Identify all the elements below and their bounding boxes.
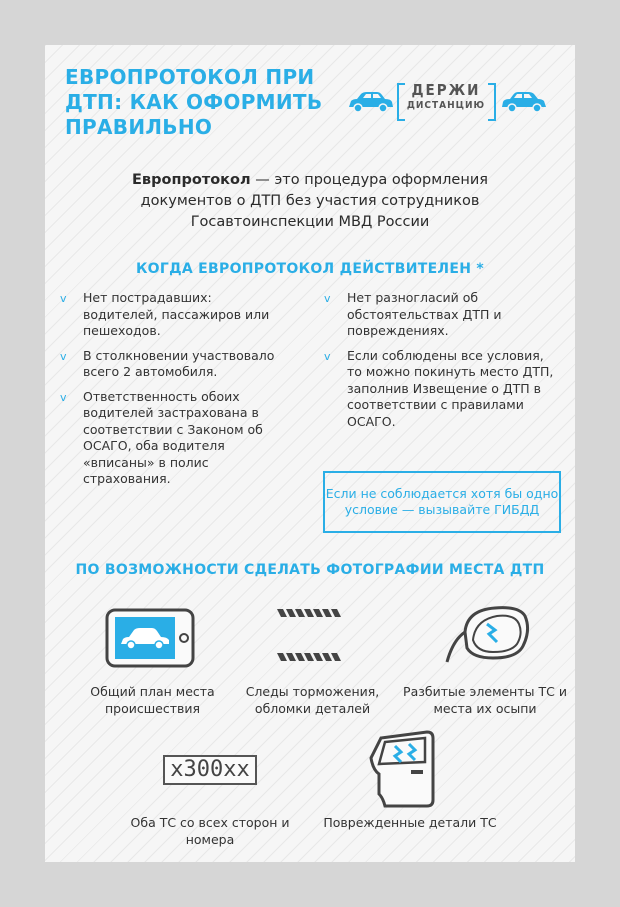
page-title [65,65,323,140]
title-line-1: ЕВРОПРОТОКОЛ ПРИ [65,65,315,89]
logo-bracket-right [488,83,496,121]
infographic-card [45,45,575,862]
callout-text: Если не соблюдается хотя бы одно условие — вызывайте ГИБДД [325,485,559,517]
photo-caption-skid-marks: Следы торможения, обломки деталей [245,684,380,716]
check-icon: v [324,292,331,305]
condition-text: Нет разногласий об обстоятельствах ДТП и повреждениях. [347,290,502,338]
photo-section-heading: ПО ВОЗМОЖНОСТИ СДЕЛАТЬ ФОТОГРАФИИ МЕСТА ДТП [75,562,545,578]
photo-caption-both-vehicles: Оба ТС со всех сторон и номера [130,815,290,847]
condition-text: Ответственность обоих водителей застрахована в соответствии с Законом об ОСАГО, оба водителя «вписаны» в полис страхования. [83,388,263,486]
license-plate-icon [163,755,257,785]
list-item [57,290,287,340]
car-left-icon [345,91,395,115]
conditions-right-column [321,290,561,438]
check-icon: v [60,349,67,363]
list-item [321,290,561,340]
logo-line-2: ДИСТАНЦИЮ [406,100,486,111]
logo-line-1: ДЕРЖИ [411,81,481,99]
photo-caption-overview: Общий план места происшествия [90,684,215,716]
car-right-icon [500,91,550,115]
conditions-left-column [57,290,287,496]
photo-caption-broken-parts: Разбитые элементы ТС и места их осыпи [403,684,567,716]
skid-marks-icon [273,605,347,675]
call-police-callout [323,471,561,533]
condition-text: В столкновении участвовало всего 2 автомобиля. [83,347,275,379]
intro-text [85,170,535,233]
check-icon: v [324,349,331,363]
condition-text: Нет пострадавших: водителей, пассажиров или пешеходов. [83,290,270,338]
damaged-door-icon [367,728,441,812]
list-item [321,348,561,431]
logo [345,79,550,123]
title-line-3: ПРАВИЛЬНО [65,115,213,139]
list-item [57,348,287,381]
list-item [57,389,287,488]
intro-term: Европротокол [132,172,251,188]
valid-section-heading: КОГДА ЕВРОПРОТОКОЛ ДЕЙСТВИТЕЛЕН * [135,261,485,277]
logo-text [400,81,492,113]
check-icon: v [60,292,67,305]
intro-definition: — это процедура оформления документов о ДТП без участия сотрудников Госавтоинспекции МВД России [140,172,488,230]
broken-mirror-icon [443,602,535,668]
photo-caption-damaged-parts: Поврежденные детали ТС [323,815,497,830]
plate-text: х300хх [170,757,250,782]
title-line-2: ДТП: КАК ОФОРМИТЬ [65,90,323,114]
condition-text: Если соблюдены все условия, то можно покинуть место ДТП, заполнив Извещение о ДТП в соответствии с правилами ОСАГО. [347,347,554,429]
check-icon: v [60,390,67,404]
phone-car-icon [105,608,195,668]
